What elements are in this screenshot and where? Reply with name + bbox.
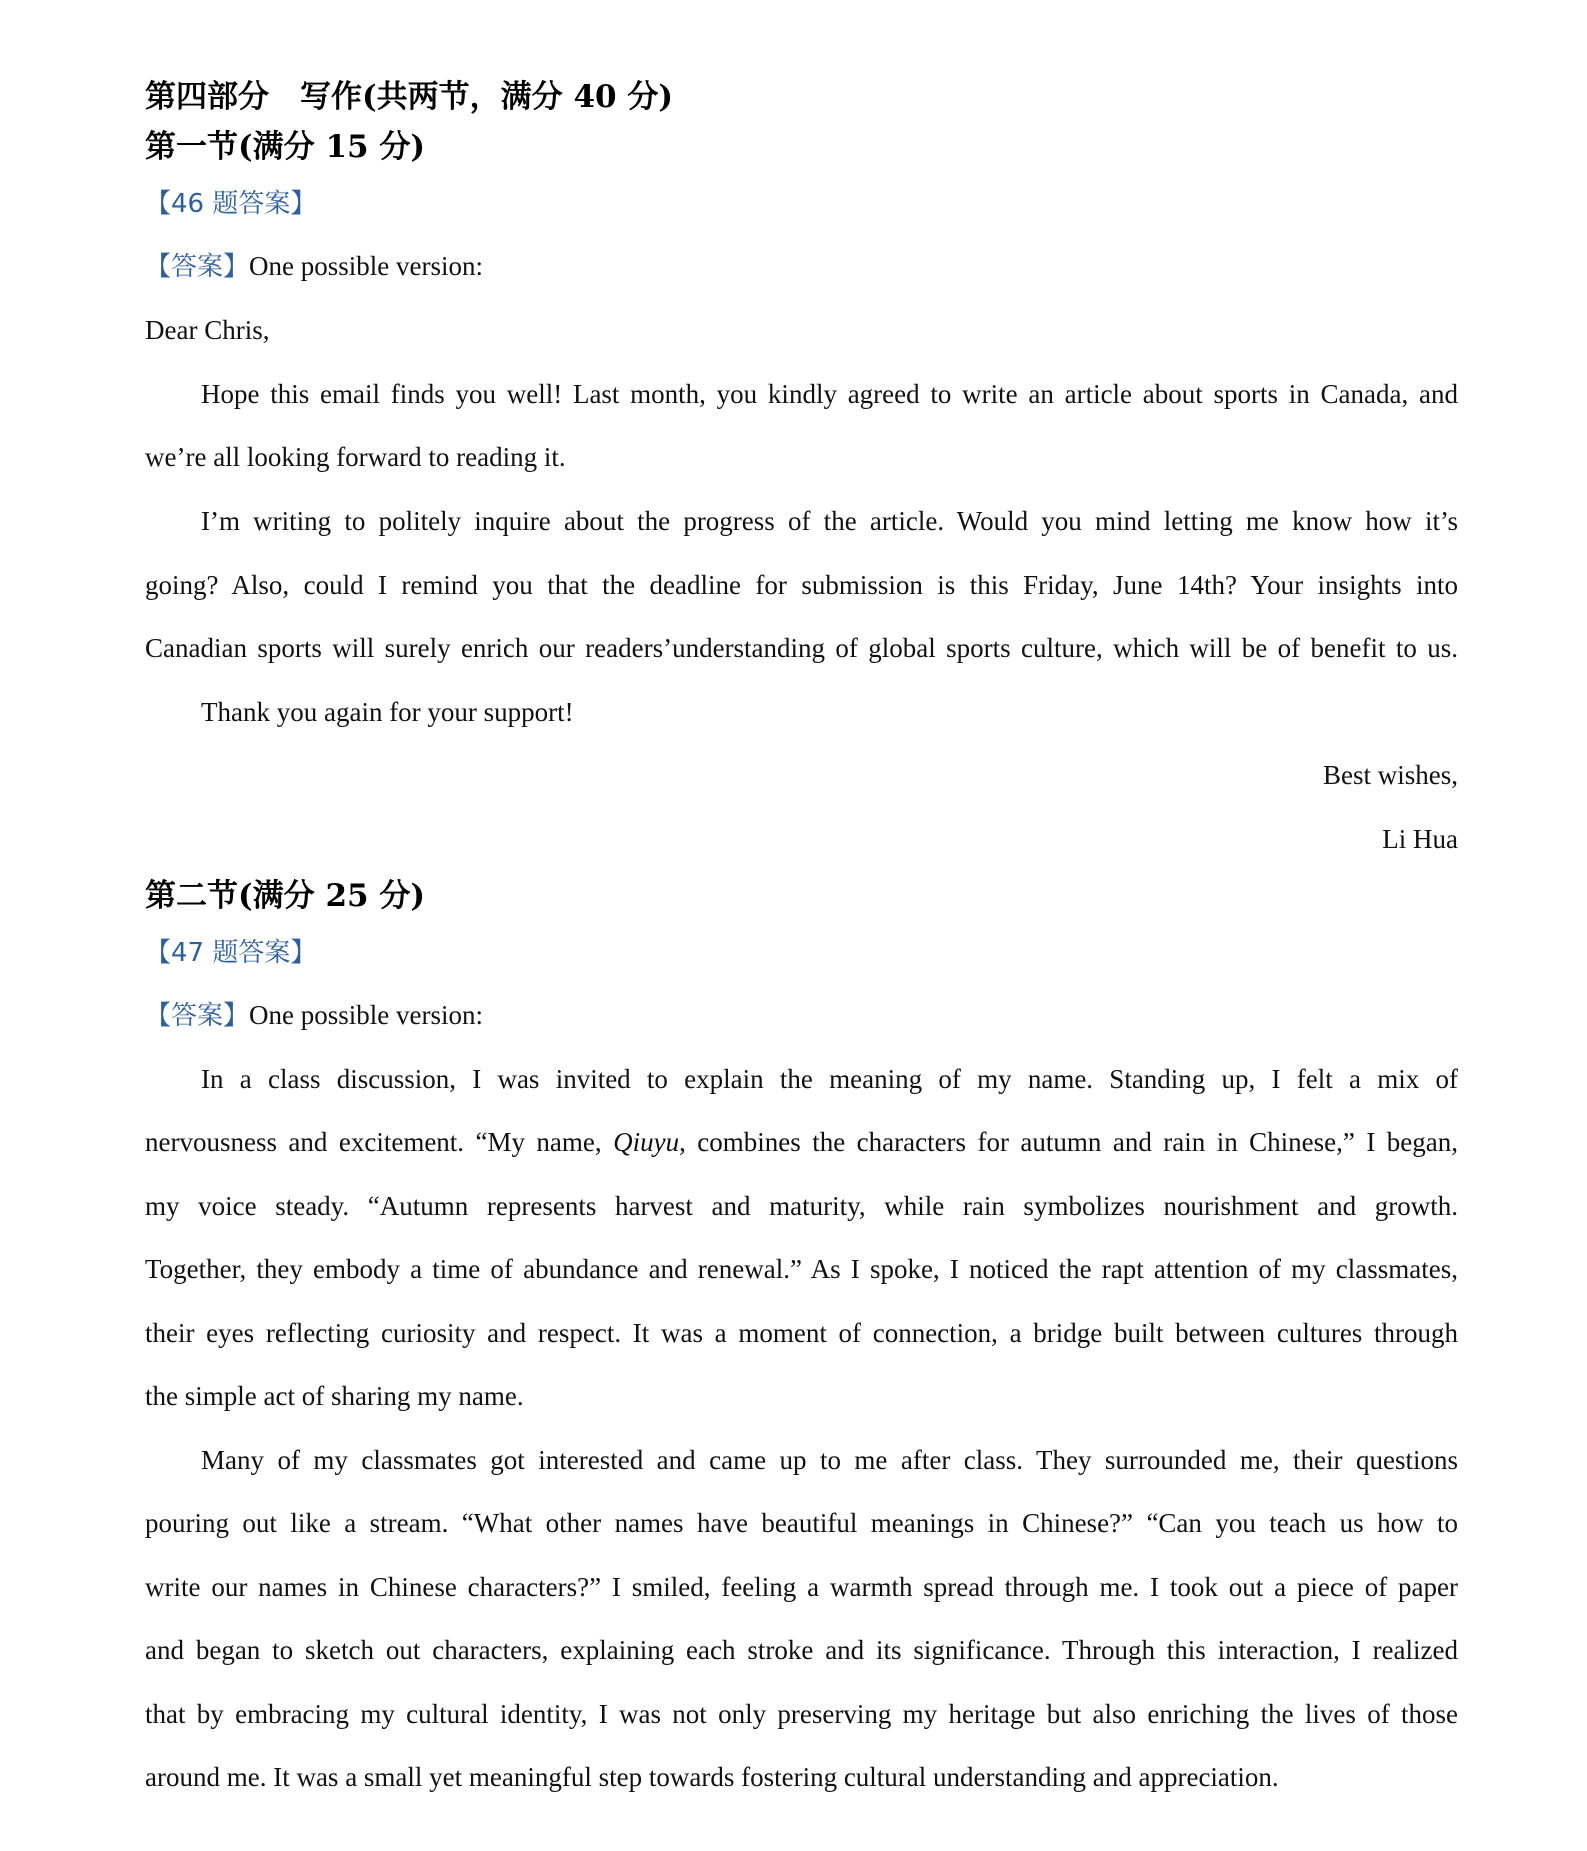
essay-line: my voice steady. “Autumn represents harvest and maturity, while rain symbolizes nourishment and growth. — [145, 1191, 1458, 1221]
letter-line: Thank you again for your support! — [201, 697, 574, 727]
essay-fragment: nervousness and excitement. “My name, — [145, 1127, 614, 1157]
answer-tag: 【答案】 — [145, 1001, 250, 1031]
essay-line: Together, they embody a time of abundance and renewal.” As I spoke, I noticed the rapt attention of my classmates, — [145, 1254, 1458, 1284]
letter-closing: Best wishes, — [1323, 760, 1458, 790]
letter-line: going? Also, could I remind you that the deadline for submission is this Friday, June 14th? Your insights into — [145, 570, 1458, 600]
letter-line: I’m writing to politely inquire about the progress of the article. Would you mind letting me know how it’s — [201, 506, 1458, 536]
essay-line: write our names in Chinese characters?” I smiled, feeling a warmth spread through me. I took out a piece of paper — [145, 1572, 1458, 1602]
essay-line: In a class discussion, I was invited to explain the meaning of my name. Standing up, I felt a mix of — [201, 1064, 1458, 1094]
essay-line: and began to sketch out characters, explaining each stroke and its significance. Through this interaction, I realized — [145, 1635, 1458, 1665]
letter-line: Canadian sports will surely enrich our readers’understanding of global sports culture, which will be of benefit to us. — [145, 633, 1458, 663]
essay-line: their eyes reflecting curiosity and respect. It was a moment of connection, a bridge built between cultures through — [145, 1318, 1458, 1348]
essay-line — [145, 1124, 1458, 1160]
part-heading: 第四部分 写作(共两节，满分 40 分) — [145, 79, 674, 115]
essay-line: around me. It was a small yet meaningful step towards fostering cultural understanding and appreciation. — [145, 1762, 1279, 1792]
essay-fragment: , combines the characters for autumn and rain in Chinese,” I began, — [679, 1127, 1458, 1157]
letter-line: Hope this email finds you well! Last month, you kindly agreed to write an article about sports in Canada, and — [201, 379, 1458, 409]
answer-intro: One possible version: — [249, 251, 483, 281]
essay-line: that by embracing my cultural identity, I was not only preserving my heritage but also enriching the lives of those — [145, 1699, 1458, 1729]
question-46-tag: 【46 题答案】 — [145, 189, 317, 219]
answer-tag: 【答案】 — [145, 252, 250, 282]
answer-47-line — [145, 997, 1458, 1034]
answer-46-line — [145, 248, 1458, 285]
essay-line: Many of my classmates got interested and came up to me after class. They surrounded me, their questions — [201, 1445, 1458, 1475]
answer-intro: One possible version: — [249, 1000, 483, 1030]
letter-signature: Li Hua — [1382, 824, 1458, 854]
question-47-tag: 【47 题答案】 — [145, 938, 317, 968]
letter-salutation: Dear Chris, — [145, 315, 270, 345]
essay-line: the simple act of sharing my name. — [145, 1381, 524, 1411]
name-qiuyu: Qiuyu — [613, 1127, 680, 1157]
section-1-heading: 第一节(满分 15 分) — [145, 129, 426, 165]
section-2-heading: 第二节(满分 25 分) — [145, 878, 426, 914]
essay-line: pouring out like a stream. “What other names have beautiful meanings in Chinese?” “Can you teach us how to — [145, 1508, 1458, 1538]
letter-line: we’re all looking forward to reading it. — [145, 442, 566, 472]
